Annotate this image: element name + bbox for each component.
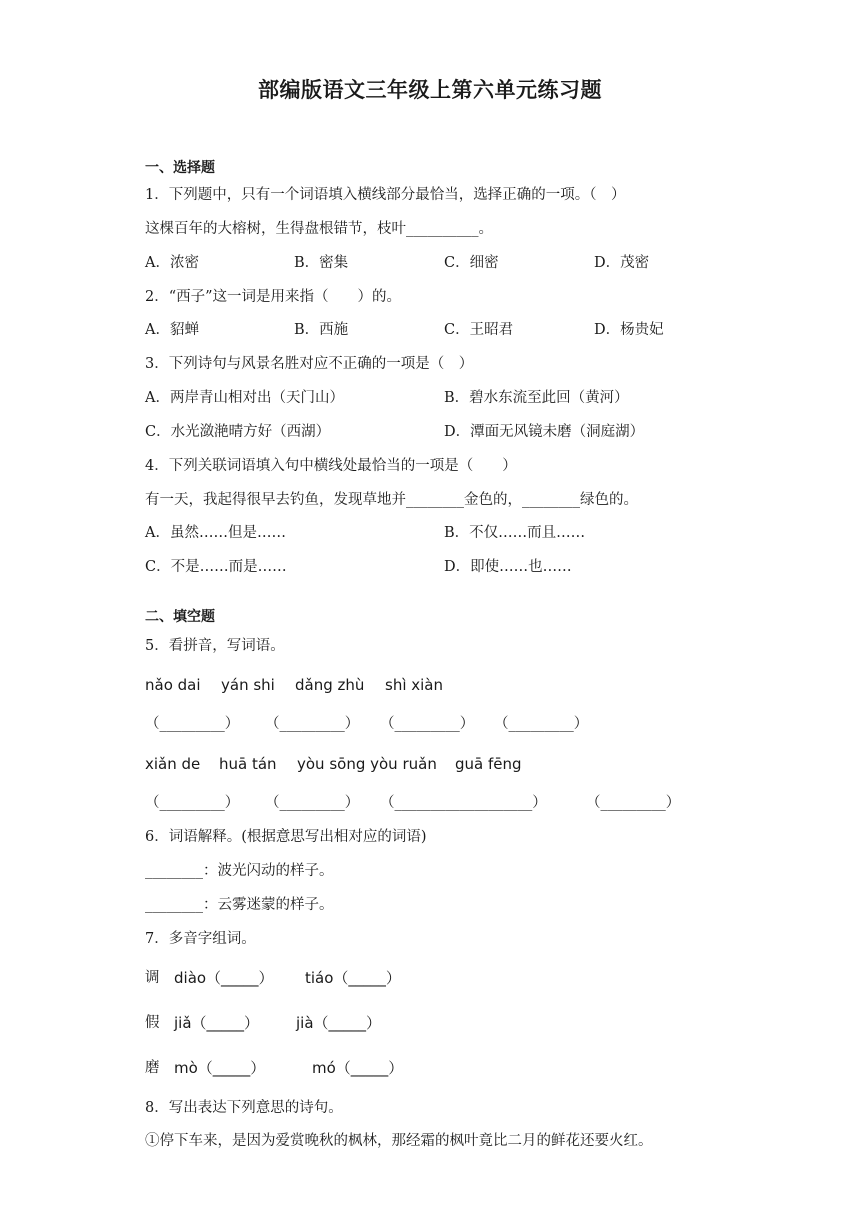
question-3-stem: 3．下列诗句与风景名胜对应不正确的一项是（ ） (145, 356, 474, 372)
reading-diao: diào（_____） (174, 969, 274, 987)
question-2-option-b: B．西施 (294, 322, 349, 338)
polyphone-char-jia: 假 (145, 1015, 160, 1031)
question-1-option-c: C．细密 (444, 255, 499, 271)
reading-mo2: mó（_____） (312, 1059, 404, 1077)
reading-mo4: mò（_____） (174, 1059, 266, 1077)
question-2-option-a: A．貂蝉 (145, 322, 199, 338)
answer-blank-dangzhu[interactable]: （_________） (380, 716, 475, 732)
question-1-option-b: B．密集 (294, 255, 349, 271)
question-1-sentence: 这棵百年的大榕树，生得盘根错节，枝叶__________。 (145, 221, 493, 237)
question-3-option-d: D．潭面无风镜未磨（洞庭湖） (444, 424, 645, 440)
answer-blank-shixian[interactable]: （_________） (494, 716, 589, 732)
question-4-option-a: A．虽然……但是…… (145, 525, 286, 541)
question-3-option-c: C．水光潋滟晴方好（西湖） (145, 424, 331, 440)
pinyin-shixian: shì xiàn (385, 676, 444, 694)
question-8-item-1: ①停下车来，是因为爱赏晚秋的枫林，那经霜的枫叶竟比二月的鲜花还要火红。 (145, 1133, 653, 1149)
question-6-stem: 6．词语解释。(根据意思写出相对应的词语) (145, 829, 427, 845)
answer-blank-naodai[interactable]: （_________） (145, 716, 240, 732)
pinyin-naodai: nǎo dai (145, 676, 201, 694)
reading-jia3: jiǎ（_____） (174, 1014, 260, 1032)
question-2-option-c: C．王昭君 (444, 322, 514, 338)
section-heading-choice: 一、选择题 (145, 160, 215, 176)
reading-jia4: jià（_____） (296, 1014, 382, 1032)
polyphone-char-mo: 磨 (145, 1060, 160, 1076)
pinyin-xiande: xiǎn de (145, 755, 201, 773)
question-3-option-a: A．两岸青山相对出（天门山） (145, 390, 344, 406)
answer-blank-huatan[interactable]: （_________） (265, 795, 360, 811)
question-5-stem: 5．看拼音，写词语。 (145, 638, 285, 654)
question-4-option-b: B．不仅……而且…… (444, 525, 586, 541)
reading-tiao: tiáo（_____） (305, 969, 401, 987)
answer-blank-yanshi[interactable]: （_________） (265, 716, 360, 732)
question-2-option-d: D．杨贵妃 (594, 322, 664, 338)
question-1-option-a: A．浓密 (145, 255, 199, 271)
question-4-option-c: C．不是……而是…… (145, 559, 287, 575)
question-7-stem: 7．多音字组词。 (145, 931, 256, 947)
pinyin-guafeng: guā fēng (455, 755, 522, 773)
answer-blank-guafeng[interactable]: （_________） (586, 795, 681, 811)
polyphone-char-diao: 调 (145, 970, 160, 986)
answer-blank-xiande[interactable]: （_________） (145, 795, 240, 811)
question-4-sentence: 有一天，我起得很早去钓鱼，发现草地并________金色的，________绿色的。 (145, 492, 638, 508)
question-6-item-2: ________：云雾迷蒙的样子。 (145, 897, 334, 913)
pinyin-yanshi: yán shi (221, 676, 275, 694)
question-2-stem: 2．“西子”这一词是用来指（ ）的。 (145, 289, 402, 305)
question-1-stem: 1．下列题中，只有一个词语填入横线部分最恰当，选择正确的一项。（ ） (145, 187, 626, 203)
pinyin-huatan: huā tán (219, 755, 277, 773)
question-3-option-b: B．碧水东流至此回（黄河） (444, 390, 629, 406)
question-6-item-1: ________：波光闪动的样子。 (145, 863, 334, 879)
answer-blank-yousongyouruan[interactable]: （___________________） (380, 795, 547, 811)
question-1-option-d: D．茂密 (594, 255, 650, 271)
section-heading-fill: 二、填空题 (145, 609, 215, 625)
question-4-option-d: D．即使……也…… (444, 559, 572, 575)
question-8-stem: 8．写出表达下列意思的诗句。 (145, 1100, 343, 1116)
pinyin-yousongyouruan: yòu sōng yòu ruǎn (297, 755, 437, 773)
pinyin-dangzhu: dǎng zhù (295, 676, 365, 694)
question-4-stem: 4．下列关联词语填入句中横线处最恰当的一项是（ ） (145, 458, 517, 474)
page-title: 部编版语文三年级上第六单元练习题 (258, 78, 602, 102)
